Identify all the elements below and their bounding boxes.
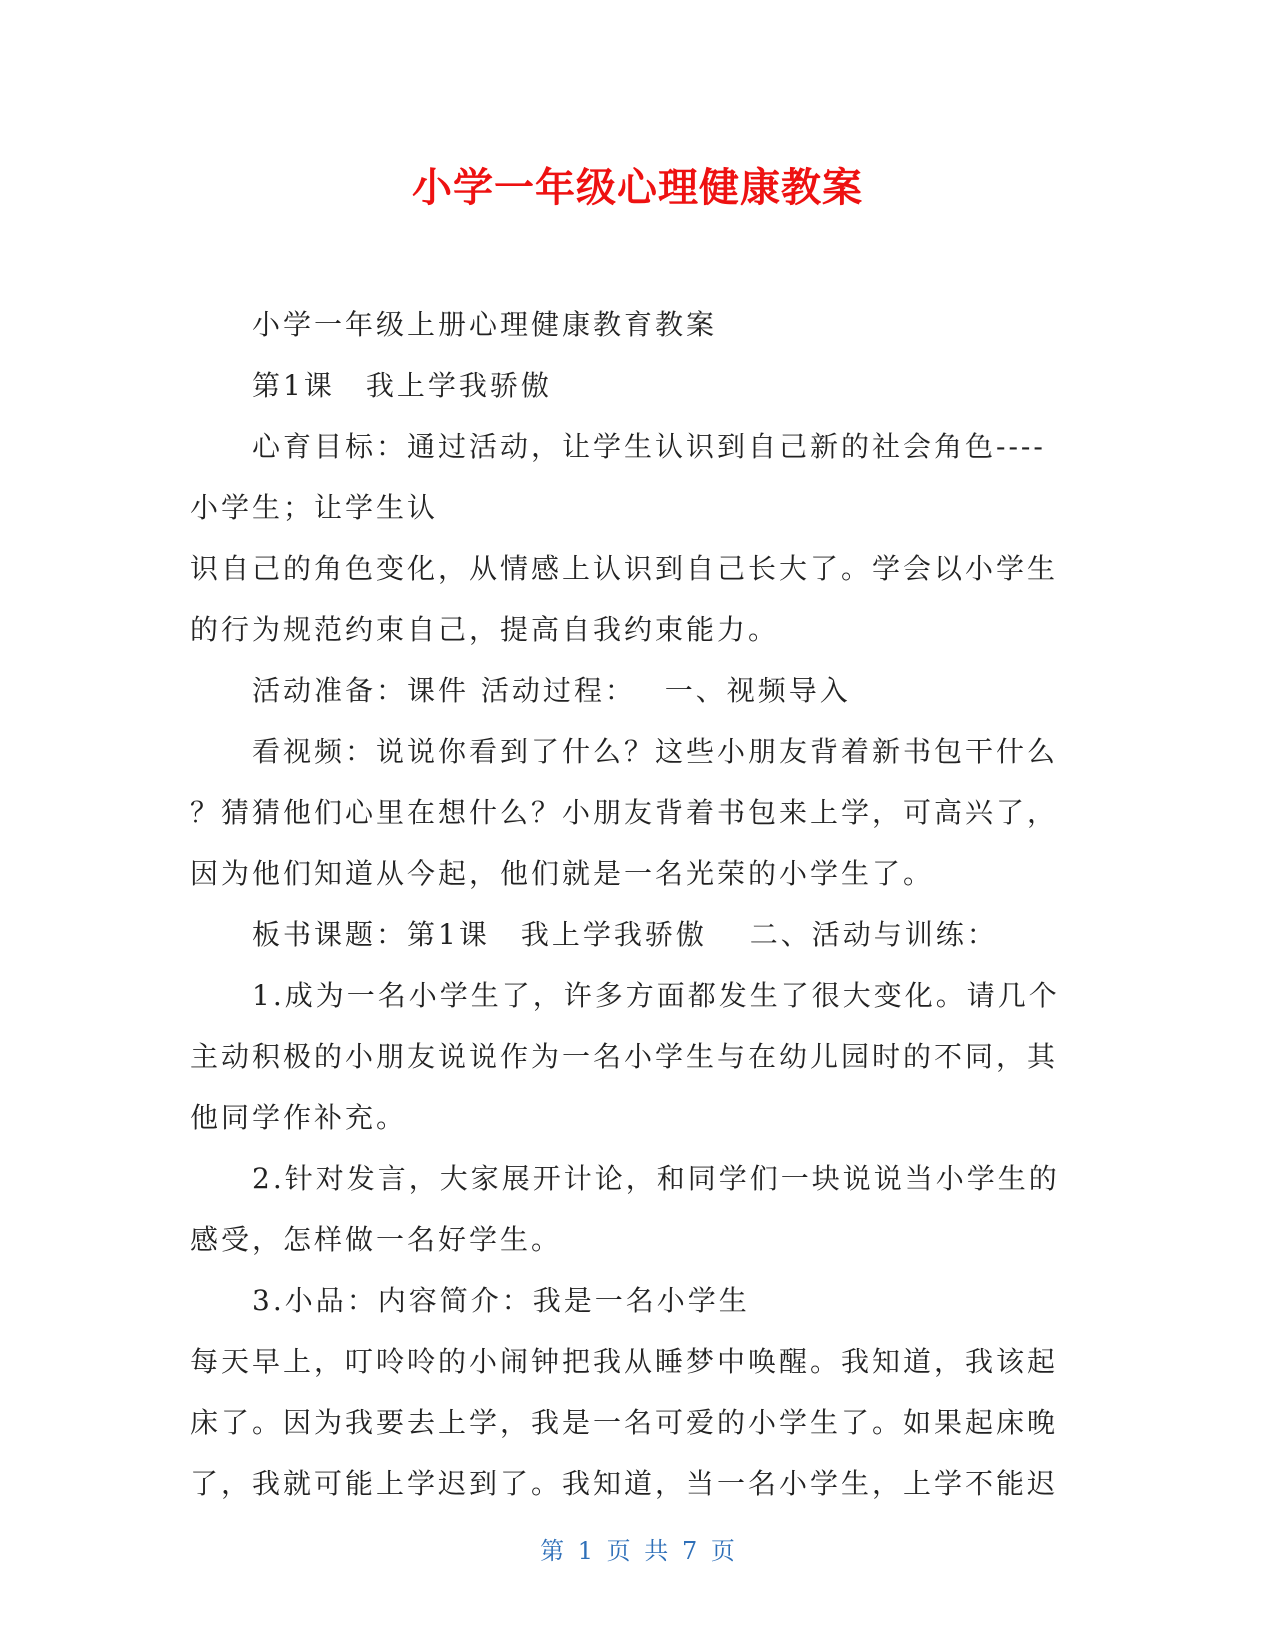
text-line: 因为他们知道从今起，他们就是一名光荣的小学生了。 xyxy=(190,857,935,890)
text-line: 3.小品：内容简介：我是一名小学生 xyxy=(252,1284,750,1317)
text-line: 了，我就可能上学迟到了。我知道，当一名小学生，上学不能迟 xyxy=(190,1467,1059,1500)
text-line: 小学生；让学生认 xyxy=(190,491,439,524)
text-line: 床了。因为我要去上学，我是一名可爱的小学生了。如果起床晚 xyxy=(190,1406,1059,1439)
text-line: 每天早上，叮呤呤的小闹钟把我从睡梦中唤醒。我知道，我该起 xyxy=(190,1345,1059,1378)
text-line: 心育目标：通过活动，让学生认识到自己新的社会角色---- xyxy=(252,430,1046,463)
text-line: 识自己的角色变化，从情感上认识到自己长大了。学会以小学生 xyxy=(190,552,1059,585)
text-line: 他同学作补充。 xyxy=(190,1101,408,1134)
text-line: 活动准备：课件 活动过程： 一、视频导入 xyxy=(252,674,851,707)
text-line: ？猜猜他们心里在想什么？小朋友背着书包来上学，可高兴了， xyxy=(190,796,1059,829)
text-line: 的行为规范约束自己，提高自我约束能力。 xyxy=(190,613,780,646)
text-line: 第1课 我上学我骄傲 xyxy=(252,369,552,402)
document-title: 小学一年级心理健康教案 xyxy=(412,165,863,211)
text-line: 小学一年级上册心理健康教育教案 xyxy=(252,308,718,341)
page-number-footer: 第 1 页 共 7 页 xyxy=(540,1537,735,1565)
text-line: 板书课题：第1课 我上学我骄傲 二、活动与训练： xyxy=(252,918,998,951)
text-line: 看视频：说说你看到了什么？这些小朋友背着新书包干什么 xyxy=(252,735,1059,768)
text-line: 2.针对发言，大家展开计论，和同学们一块说说当小学生的 xyxy=(252,1162,1060,1195)
text-line: 感受，怎样做一名好学生。 xyxy=(190,1223,563,1256)
text-line: 主动积极的小朋友说说作为一名小学生与在幼儿园时的不同，其 xyxy=(190,1040,1059,1073)
text-line: 1.成为一名小学生了，许多方面都发生了很大变化。请几个 xyxy=(252,979,1060,1012)
document-body xyxy=(190,294,1070,1514)
